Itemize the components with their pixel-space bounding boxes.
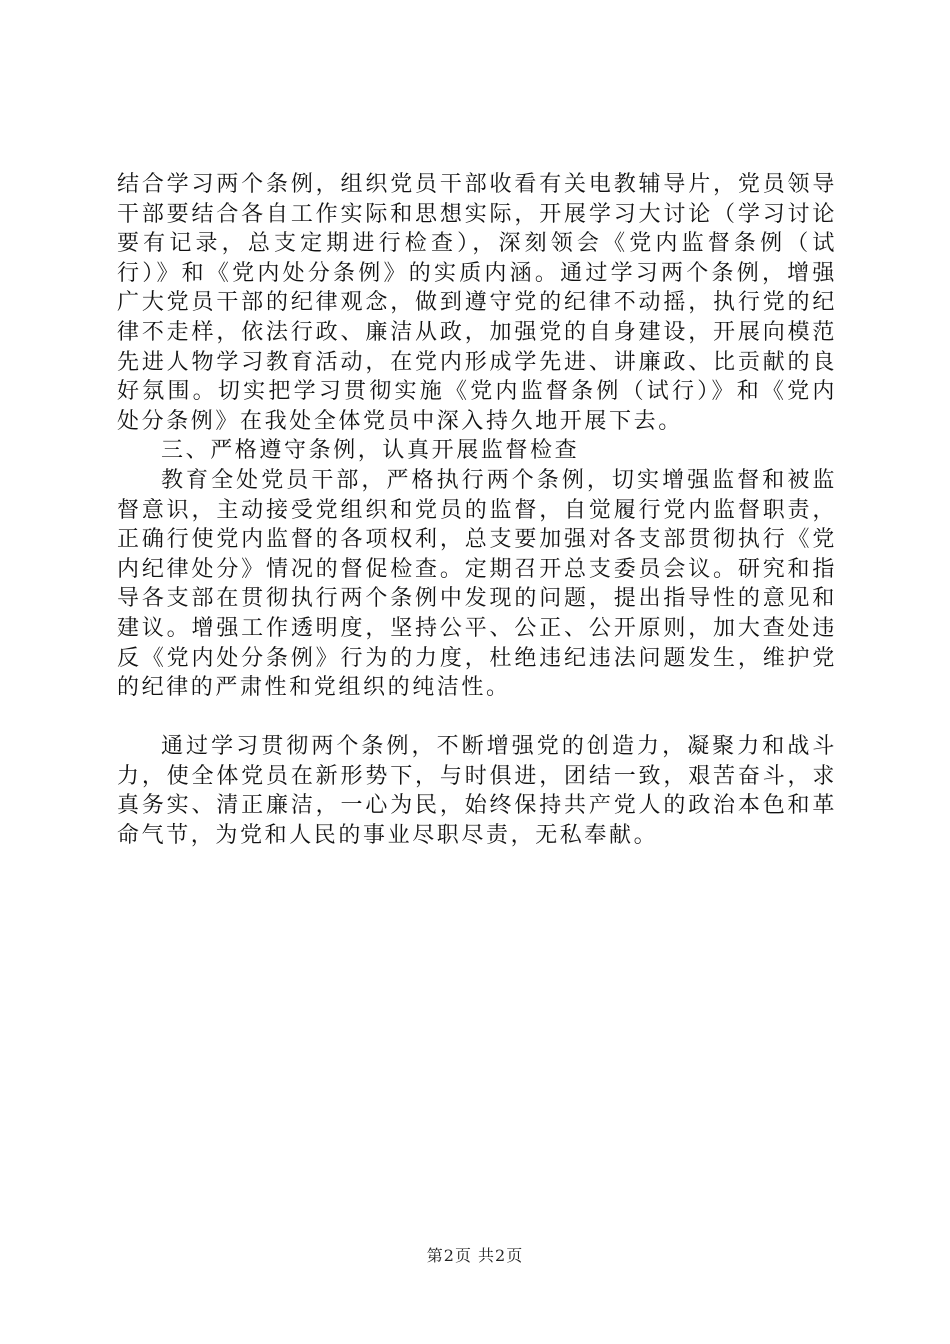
paragraph-supervision: 教育全处党员干部，严格执行两个条例，切实增强监督和被监督意识，主动接受党组织和党员的监督，自觉履行党内监督职责，正确行使党内监督的各项权利，总支要加强对各支部贯彻执行《党内纪律处分》情况的督促检查。定期召开总支委员会议。研究和指导各支部在贯彻执行两个条例中发现的问题，提出指导性的意见和建议。增强工作透明度，坚持公平、公正、公开原则，加大查处违反《党内处分条例》行为的力度，杜绝违纪违法问题发生，维护党的纪律的严肃性和党组织的纯洁性。: [117, 467, 837, 701]
paragraph-continuation: 结合学习两个条例，组织党员干部收看有关电教辅导片，党员领导干部要结合各自工作实际和思想实际，开展学习大讨论（学习讨论要有记录，总支定期进行检查），深刻领会《党内监督条例（试行）》和《党内处分条例》的实质内涵。通过学习两个条例，增强广大党员干部的纪律观念，做到遵守党的纪律不动摇，执行党的纪律不走样，依法行政、廉洁从政，加强党的自身建设，开展向模范先进人物学习教育活动，在党内形成学先进、讲廉政、比贡献的良好氛围。切实把学习贯彻实施《党内监督条例（试行）》和《党内处分条例》在我处全体党员中深入持久地开展下去。: [117, 172, 837, 434]
section-heading-three: 三、严格遵守条例，认真开展监督检查: [161, 438, 580, 464]
paragraph-conclusion: 通过学习贯彻两个条例，不断增强党的创造力，凝聚力和战斗力，使全体党员在新形势下，与时俱进，团结一致，艰苦奋斗，求真务实、清正廉洁，一心为民，始终保持共产党人的政治本色和革命气节，为党和人民的事业尽职尽责，无私奉献。: [117, 734, 837, 849]
page-footer: 第2页 共2页: [426, 1246, 524, 1265]
document-body: [117, 170, 837, 851]
